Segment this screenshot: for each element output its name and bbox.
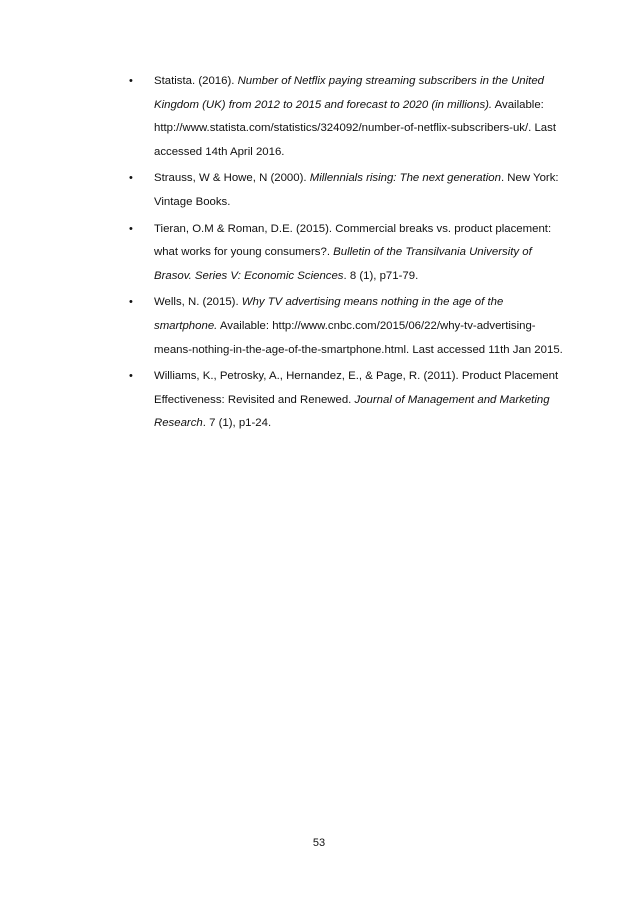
reference-text: Statista. (2016). bbox=[154, 75, 238, 87]
reference-title: Number of Netflix paying streaming subscribers in the United Kingdom (UK) from 2012 to 2015 and forecast to 2020 (in millions). bbox=[154, 75, 544, 111]
bullet-icon: • bbox=[129, 172, 133, 185]
bullet-icon: • bbox=[129, 75, 133, 87]
reference-title: Why TV advertising means nothing in the age of the smartphone. bbox=[154, 296, 504, 332]
reference-text: Available: http://www.statista.com/statistics/324092/number-of-netflix-subscribers-uk/. Last accessed 14th April 2016. bbox=[154, 98, 556, 158]
reference-text: . 7 (1), p1-24. bbox=[202, 417, 272, 430]
bullet-icon: • bbox=[129, 296, 133, 309]
reference-item bbox=[127, 70, 567, 164]
reference-title: Bulletin of the Transilvania University of Brasov. Series V: Economic Sciences bbox=[154, 246, 532, 282]
reference-list bbox=[127, 70, 567, 439]
reference-item bbox=[127, 218, 567, 289]
bullet-icon: • bbox=[129, 370, 133, 383]
reference-text: Tieran, O.M & Roman, D.E. (2015). Commercial breaks vs. product placement: what works for young consumers?. bbox=[154, 222, 552, 259]
reference-text: Williams, K., Petrosky, A., Hernandez, E., & Page, R. (2011). Product Placement Effectiveness: Revisited and Renewed. bbox=[154, 370, 559, 406]
reference-text: Available: http://www.cnbc.com/2015/06/22/why-tv-advertising-means-nothing-in-the-age-of-the-smartphone.html. Last accessed 11th Jan 2015. bbox=[154, 319, 563, 356]
page-number: 53 bbox=[312, 837, 326, 849]
reference-item bbox=[127, 167, 567, 214]
reference-title: Journal of Management and Marketing Research bbox=[154, 393, 550, 430]
bullet-icon: • bbox=[129, 222, 133, 235]
reference-item bbox=[127, 365, 567, 436]
reference-text: . 8 (1), p71-79. bbox=[343, 269, 419, 282]
reference-text: . New York: Vintage Books. bbox=[154, 172, 559, 208]
reference-title: Millennials rising: The next generation bbox=[309, 172, 501, 185]
reference-item bbox=[127, 291, 567, 362]
reference-text: Wells, N. (2015). bbox=[154, 296, 242, 309]
reference-text: Strauss, W & Howe, N (2000). bbox=[154, 172, 310, 185]
